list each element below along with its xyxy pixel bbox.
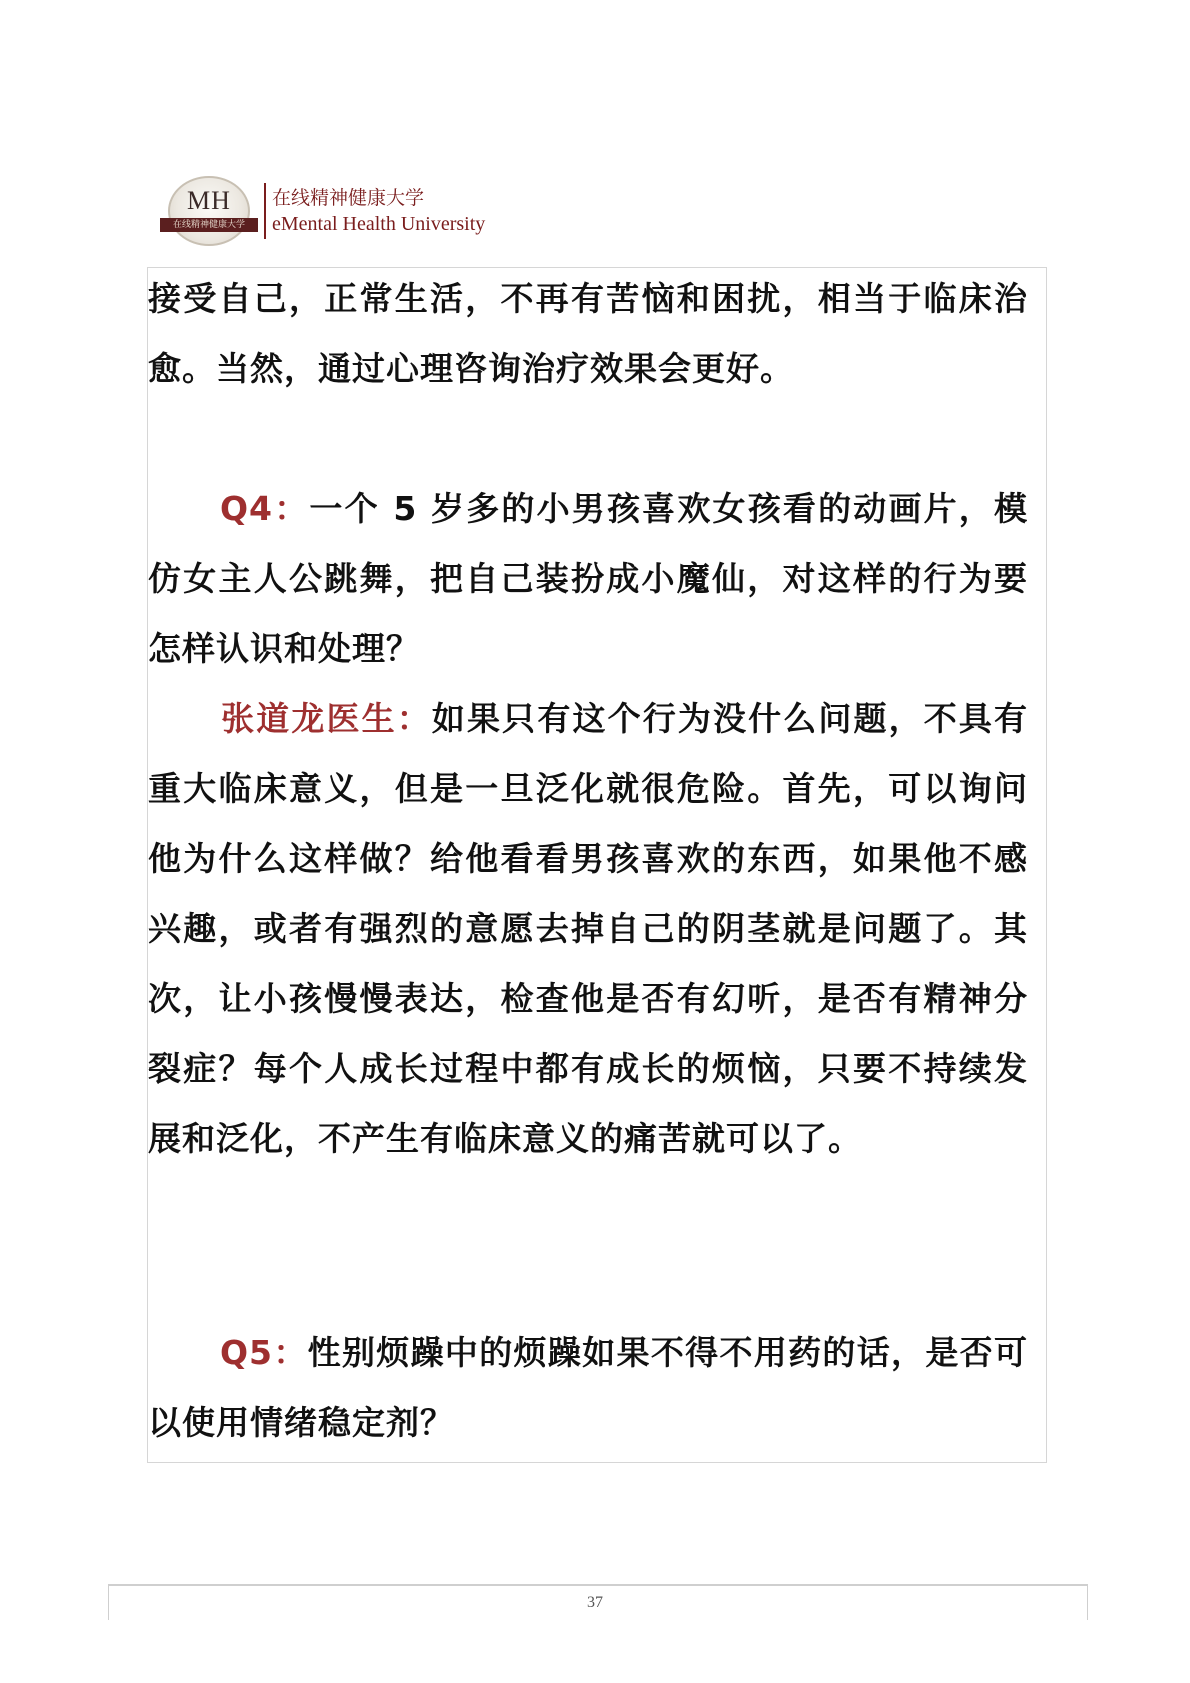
brand-name-chinese: 在线精神健康大学 <box>272 187 425 209</box>
continuation-text: 接受自己，正常生活，不再有苦恼和困扰，相当于临床治愈。当然，通过心理咨询治疗效果会更好。 <box>148 279 1028 388</box>
doctor-answer-text: 如果只有这个行为没什么问题，不具有重大临床意义，但是一旦泛化就很危险。首先，可以询问他为什么这样做？给他看看男孩喜欢的东西，如果他不感兴趣，或者有强烈的意愿去掉自己的阴茎就是问题了。其次，让小孩慢慢表达，检查他是否有幻听，是否有精神分裂症？每个人成长过程中都有成长的烦恼，只要不持续发展和泛化，不产生有临床意义的痛苦就可以了。 <box>148 699 1029 1158</box>
brand-name <box>272 185 485 237</box>
question-4-label: Q4： <box>220 489 310 528</box>
brand-name-english: eMental Health University <box>272 213 486 235</box>
footer-rule <box>108 1584 1088 1586</box>
question-4 <box>148 474 1028 684</box>
continuation-paragraph <box>148 264 1028 404</box>
question-5 <box>148 1318 1028 1458</box>
doctor-name-label: 张道龙医生： <box>220 699 432 738</box>
logo-letters: MH <box>187 186 231 215</box>
page-number: 37 <box>587 1594 603 1611</box>
header-divider <box>264 183 266 239</box>
page-header <box>168 172 485 250</box>
university-seal-logo <box>168 176 250 246</box>
question-5-label: Q5： <box>220 1333 308 1372</box>
question-5-text: 性别烦躁中的烦躁如果不得不用药的话，是否可以使用情绪稳定剂？ <box>148 1333 1029 1442</box>
content-frame <box>147 267 1047 1463</box>
doctor-answer <box>148 684 1028 1174</box>
logo-ribbon: 在线精神健康大学 <box>160 218 258 232</box>
question-4-text: 一个 5 岁多的小男孩喜欢女孩看的动画片，模仿女主人公跳舞，把自己装扮成小魔仙，对这样的行为要怎样认识和处理？ <box>148 489 1028 668</box>
